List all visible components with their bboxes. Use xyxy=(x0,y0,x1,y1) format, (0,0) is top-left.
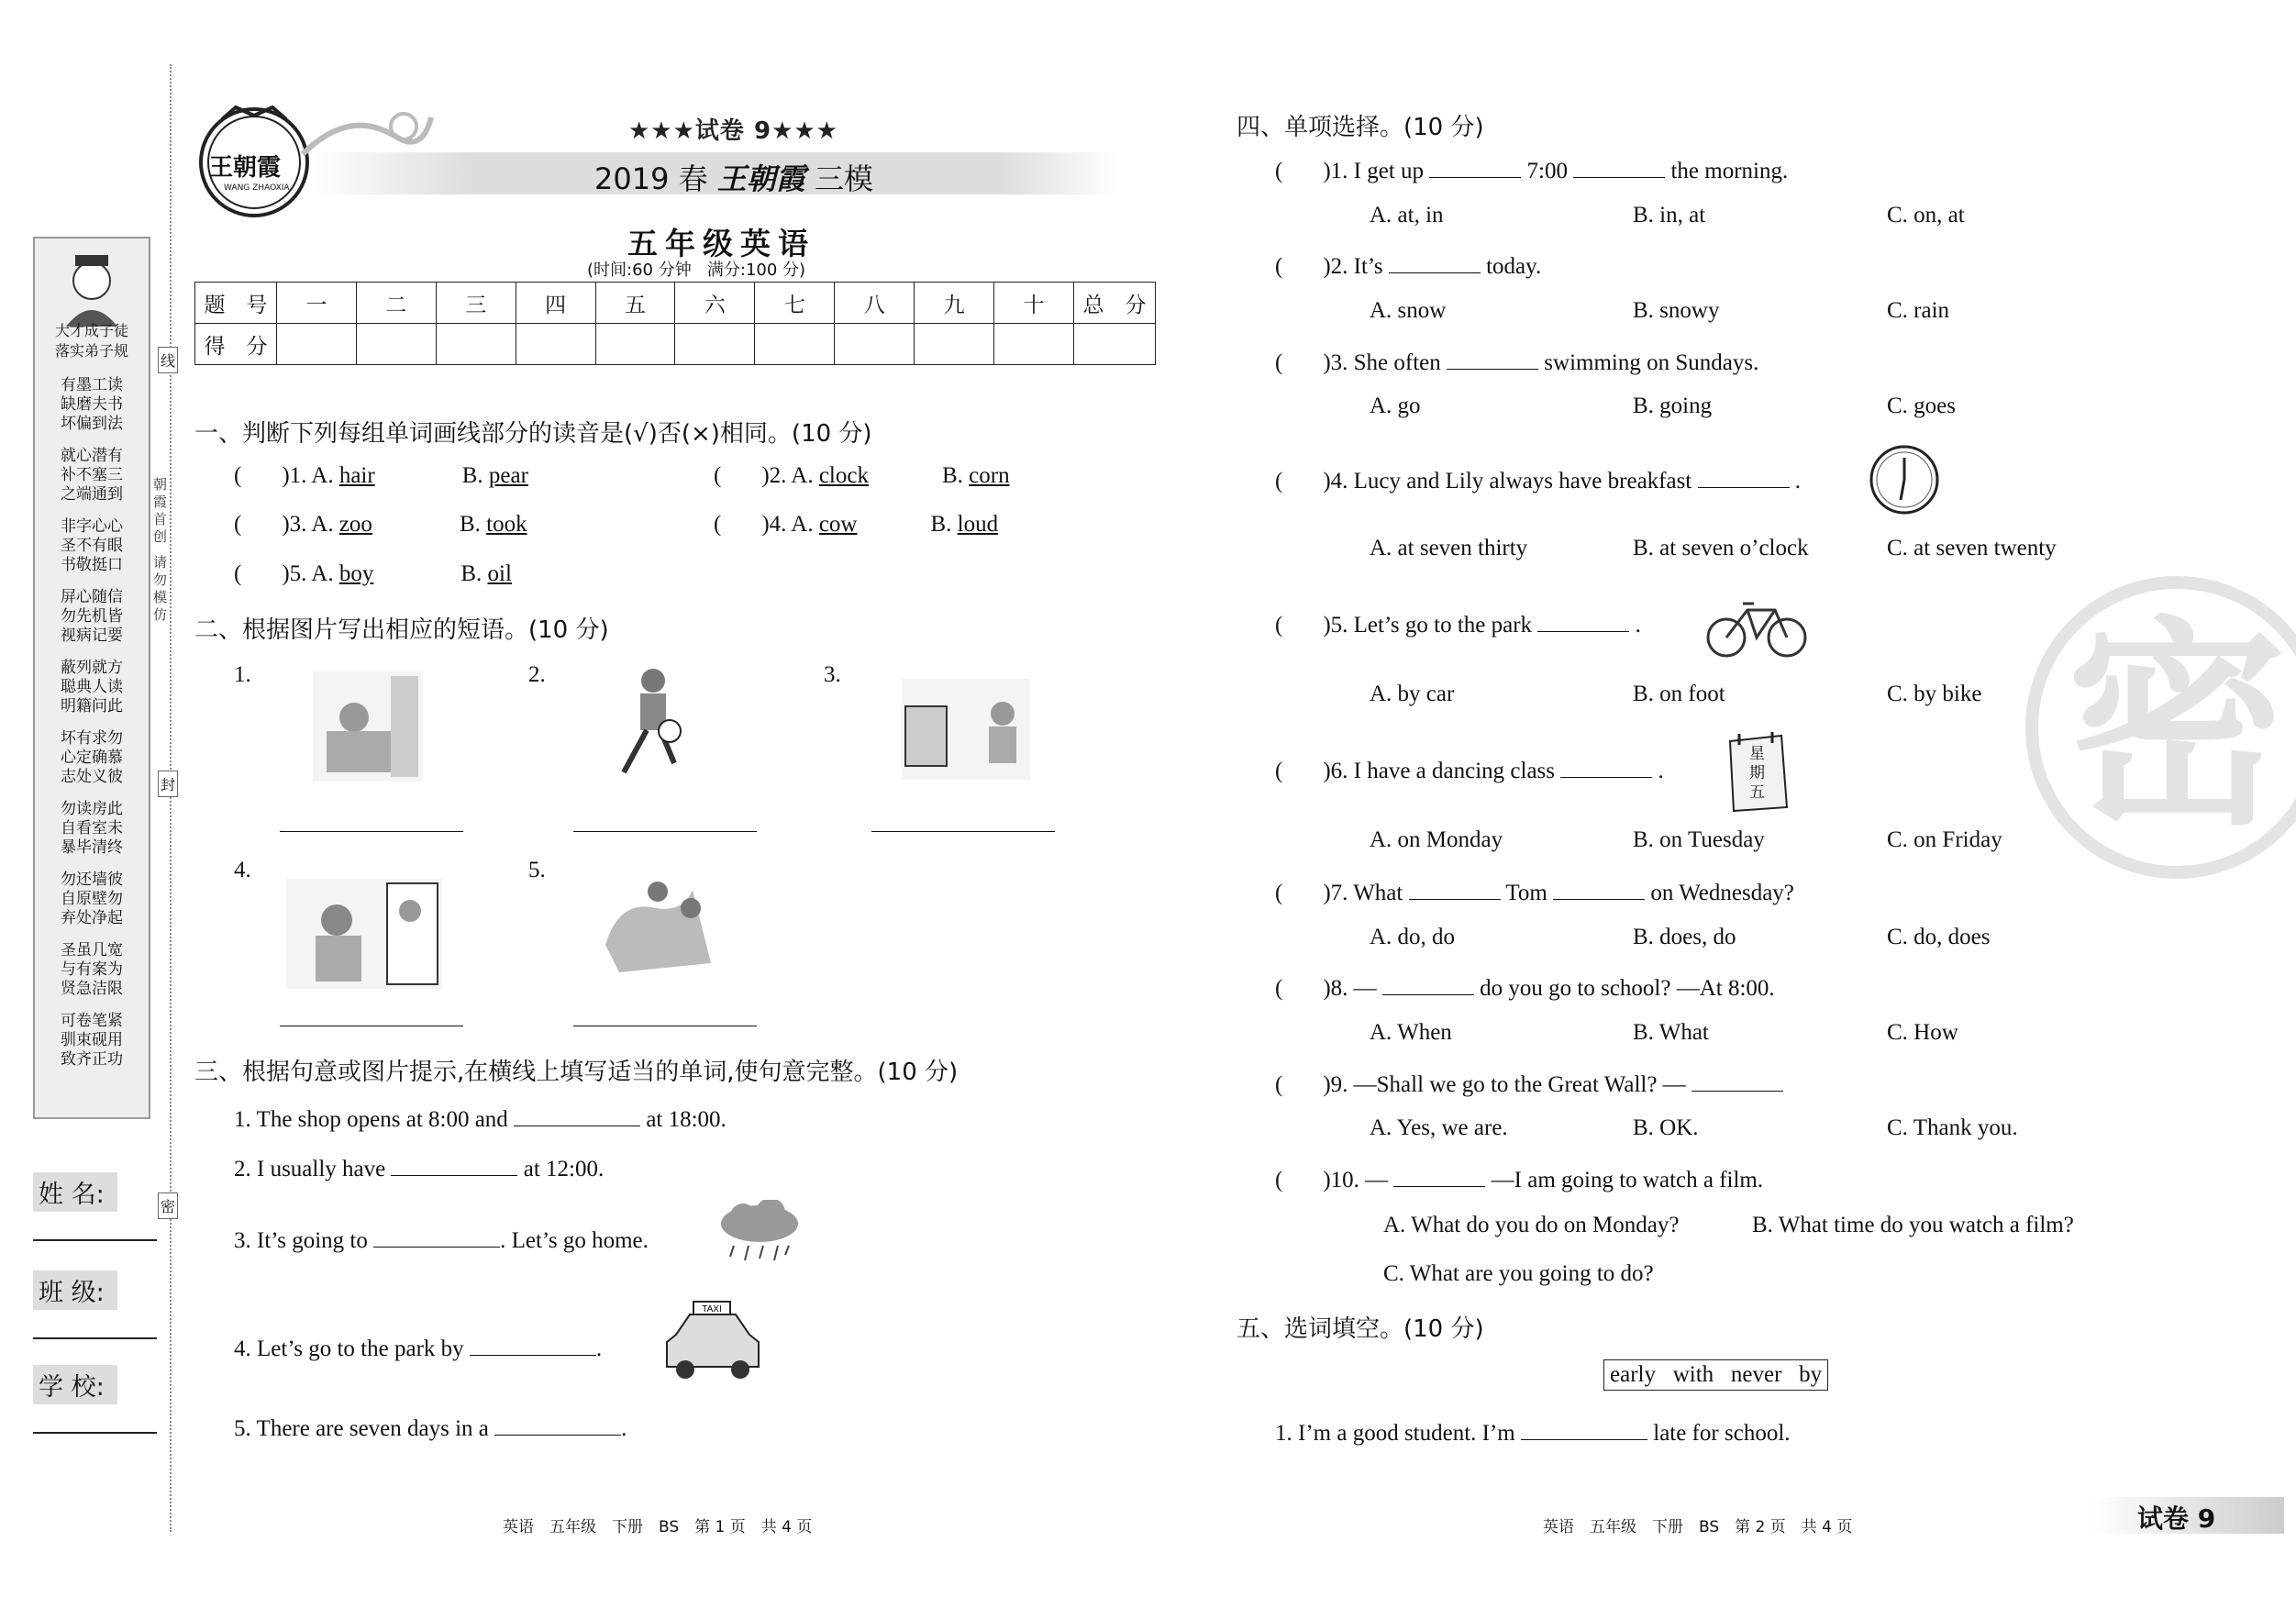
motto-block: 蔽列就方 聪典人读 明籍问此 xyxy=(61,659,123,715)
option-b-label: B. xyxy=(941,463,963,488)
part3-blank-3[interactable] xyxy=(373,1224,500,1248)
question-text-end: the morning. xyxy=(1670,159,1789,183)
margin-mark-feng: 封 xyxy=(158,771,178,797)
item-number: )5. A. xyxy=(282,561,334,586)
word-b: took xyxy=(486,512,527,537)
part3-item-1-text-a: 1. The shop opens at 8:00 and xyxy=(234,1107,508,1132)
question-text: )2. It’s xyxy=(1323,254,1383,279)
part3-blank-2[interactable] xyxy=(391,1152,517,1176)
question-blank[interactable] xyxy=(1537,608,1629,632)
part1-item xyxy=(234,463,528,489)
score-row-label: 得 分 xyxy=(195,324,277,365)
question-text-end: swimming on Sundays. xyxy=(1544,350,1759,375)
part1-item xyxy=(714,463,1010,489)
motto-list xyxy=(42,376,141,1082)
word-b: oil xyxy=(487,561,512,586)
question-blank[interactable] xyxy=(1560,754,1652,778)
score-header-cell: 四 xyxy=(516,283,595,324)
rain-cloud-icon xyxy=(715,1200,803,1269)
motto-block: 坏有求勿 心定确慕 志处义彼 xyxy=(61,729,123,786)
option-b[interactable]: B. does, do xyxy=(1633,925,1736,949)
answer-paren[interactable]: ( xyxy=(1275,613,1283,638)
taxi-icon xyxy=(662,1298,763,1385)
sidebar-motto-panel xyxy=(33,237,150,1119)
part2-num-2: 2. xyxy=(528,662,546,687)
motto-block: 勿还墙彼 自原壁勿 弃处净起 xyxy=(61,871,123,927)
motto-block: 就心潜有 补不塞三 之端通到 xyxy=(61,447,123,504)
score-input-cell[interactable] xyxy=(595,324,675,365)
grandma-cooking-illustration xyxy=(286,879,442,989)
option-b-label: B. xyxy=(930,512,952,537)
question-text-end: do you go to school? —At 8:00. xyxy=(1480,976,1775,1001)
question-text-end: today. xyxy=(1486,254,1542,279)
margin-mark-mi: 密 xyxy=(158,1192,178,1219)
boy-sleeping-illustration xyxy=(308,667,427,786)
part3-item-4 xyxy=(234,1332,602,1362)
option-b[interactable]: B. snowy xyxy=(1633,298,1720,323)
footer-left: 英语 五年级 下册 BS 第 1 页 共 4 页 xyxy=(503,1518,813,1536)
score-header-cell: 八 xyxy=(835,283,915,324)
answer-paren[interactable]: ( xyxy=(714,512,722,537)
question-text-end: on Wednesday? xyxy=(1650,881,1794,905)
option-b[interactable]: B. OK. xyxy=(1633,1115,1699,1140)
part3-item-5-text-a: 5. There are seven days in a xyxy=(234,1416,489,1441)
dotted-binding-line xyxy=(170,64,172,1532)
score-input-cell[interactable] xyxy=(994,324,1074,365)
option-b[interactable]: B. going xyxy=(1633,394,1713,418)
word-a: zoo xyxy=(338,512,372,537)
class-line[interactable] xyxy=(33,1337,157,1339)
option-a[interactable]: A. snow xyxy=(1370,298,1447,323)
option-b[interactable]: B. in, at xyxy=(1633,203,1706,227)
option-b[interactable]: B. at seven o’clock xyxy=(1633,536,1809,560)
part3-item-3 xyxy=(234,1224,649,1254)
logo-subtext: WANG ZHAOXIA xyxy=(224,183,290,193)
part3-blank-5[interactable] xyxy=(494,1412,621,1436)
clock-icon xyxy=(1868,443,1941,516)
student-class-field[interactable] xyxy=(33,1270,157,1339)
item-number: )2. A. xyxy=(761,463,814,488)
option-b-label: B. xyxy=(460,561,482,586)
score-input-cell[interactable] xyxy=(915,324,994,365)
scholar-figure-icon xyxy=(35,242,149,334)
word-a: hair xyxy=(338,463,375,488)
question-blank[interactable] xyxy=(1447,346,1538,370)
footer-right: 英语 五年级 下册 BS 第 2 页 共 4 页 xyxy=(1543,1518,1853,1536)
option-a[interactable]: A. at, in xyxy=(1370,203,1444,227)
part4-question xyxy=(1275,876,1794,906)
option-a[interactable]: A. do, do xyxy=(1370,925,1456,949)
option-c[interactable]: C. on Friday xyxy=(1887,827,2002,852)
option-c[interactable]: C. on, at xyxy=(1887,203,1965,227)
part1-item xyxy=(714,512,998,538)
score-input-cell[interactable] xyxy=(675,324,755,365)
logo-text: 王朝霞 xyxy=(209,154,282,182)
part3-item-5-text-b: . xyxy=(621,1416,627,1441)
banner-suffix: 三模 xyxy=(814,161,873,196)
answer-paren[interactable]: ( xyxy=(1275,759,1283,783)
name-line[interactable] xyxy=(33,1239,157,1241)
option-c[interactable]: C. Thank you. xyxy=(1887,1115,2018,1140)
question-blank-2[interactable] xyxy=(1573,154,1665,178)
score-table xyxy=(194,282,1156,365)
score-header-cell: 一 xyxy=(276,283,356,324)
word-a: clock xyxy=(818,463,869,488)
option-b-label: B. xyxy=(461,463,483,488)
part4-question xyxy=(1275,250,1541,280)
question-text: )8. — xyxy=(1323,976,1377,1001)
part4-question xyxy=(1275,971,1775,1002)
question-text: )10. — xyxy=(1323,1168,1389,1192)
part1-item xyxy=(234,512,527,538)
motto-block: 非字心心 圣不有眼 书敬挺口 xyxy=(61,517,123,574)
boy-playing-football-illustration xyxy=(596,662,706,791)
bicycle-icon xyxy=(1706,587,1807,660)
part2-answer-line-3[interactable] xyxy=(871,831,1055,832)
part4-question xyxy=(1275,1163,1763,1193)
option-b[interactable]: B. on foot xyxy=(1633,682,1725,706)
option-c[interactable]: C. How xyxy=(1887,1020,1958,1045)
watermark-seal xyxy=(2025,576,2296,879)
part2-num-4: 4. xyxy=(234,858,251,882)
answer-paren[interactable]: ( xyxy=(1275,469,1283,494)
question-text: )9. —Shall we go to the Great Wall? — xyxy=(1323,1072,1686,1097)
question-text-end: . xyxy=(1794,469,1802,494)
part3-item-3-text-a: 3. It’s going to xyxy=(234,1228,368,1253)
part1-item xyxy=(234,561,512,587)
part3-item-1 xyxy=(234,1103,727,1133)
option-c[interactable]: C. do, does xyxy=(1887,925,1991,949)
part3-item-3-text-b: . Let’s go home. xyxy=(500,1228,649,1253)
score-header-cell: 五 xyxy=(595,283,675,324)
motto-block: 屏心随信 勿先机皆 视病记要 xyxy=(61,588,123,645)
part2-num-3: 3. xyxy=(824,662,841,687)
school-label: 学 校: xyxy=(33,1365,117,1404)
question-blank[interactable] xyxy=(1393,1163,1485,1187)
class-label: 班 级: xyxy=(33,1270,117,1310)
part2-answer-line-2[interactable] xyxy=(573,831,757,832)
score-header-cell: 九 xyxy=(915,283,994,324)
score-header-cell: 六 xyxy=(675,283,755,324)
score-input-cell[interactable] xyxy=(516,324,595,365)
part5-blank-1[interactable] xyxy=(1521,1416,1647,1440)
item-number: )3. A. xyxy=(282,512,334,537)
part3-item-2-text-b: at 12:00. xyxy=(523,1157,605,1181)
score-header-row xyxy=(195,283,1156,324)
word-b: loud xyxy=(957,512,999,537)
score-header-cell: 二 xyxy=(356,283,436,324)
watermark-char: 密 xyxy=(2066,598,2287,855)
part5-item-1-text-a: 1. I’m a good student. I’m xyxy=(1275,1421,1515,1446)
question-text-end: . xyxy=(1635,613,1641,638)
score-header-label: 题 号 xyxy=(195,283,277,324)
question-text: )7. What xyxy=(1323,881,1403,905)
question-text-mid: Tom xyxy=(1505,881,1547,905)
motto-block: 可卷笔紧 驯束砚用 致齐正功 xyxy=(61,1012,123,1069)
part2-num-5: 5. xyxy=(528,858,546,882)
option-a[interactable]: A. go xyxy=(1370,394,1421,418)
score-value-row xyxy=(195,324,1156,365)
part4-question xyxy=(1275,464,1801,494)
answer-paren[interactable]: ( xyxy=(1275,976,1283,1001)
kids-riding-horse-illustration xyxy=(601,871,720,981)
score-input-cell[interactable] xyxy=(835,324,915,365)
option-b[interactable]: B. What time do you watch a film? xyxy=(1752,1213,2074,1237)
footer-exam-tag: 试卷 9 xyxy=(2137,1503,2216,1534)
answer-paren[interactable]: ( xyxy=(1275,350,1283,375)
banner-title xyxy=(594,156,873,198)
banner-brand: 王朝霞 xyxy=(716,161,805,196)
option-a[interactable]: A. What do you do on Monday? xyxy=(1383,1213,1680,1237)
part3-blank-4[interactable] xyxy=(470,1332,596,1356)
motto-block: 勿读房此 自看室未 暴毕清终 xyxy=(61,800,123,857)
part3-blank-1[interactable] xyxy=(514,1103,640,1126)
answer-paren[interactable]: ( xyxy=(234,561,242,586)
answer-paren[interactable]: ( xyxy=(234,463,242,488)
option-b[interactable]: B. on Tuesday xyxy=(1633,827,1765,852)
part3-title: 三、根据句意或图片提示,在横线上填写适当的单词,使句意完整。(10 分) xyxy=(194,1059,959,1086)
student-name-field[interactable] xyxy=(33,1172,157,1241)
part4-question xyxy=(1275,754,1664,784)
score-header-cell: 总 分 xyxy=(1074,283,1156,324)
question-blank[interactable] xyxy=(1382,971,1474,995)
part4-question xyxy=(1275,154,1788,184)
question-text: )1. I get up xyxy=(1323,159,1425,183)
part5-title: 五、选词填空。(10 分) xyxy=(1237,1315,1484,1343)
answer-paren[interactable]: ( xyxy=(1275,254,1283,279)
part3-item-2 xyxy=(234,1152,604,1182)
calendar-text: 星 期 五 xyxy=(1749,745,1765,802)
part1-title: 一、判断下列每组单词画线部分的读音是(√)否(×)相同。(10 分) xyxy=(194,420,872,448)
question-blank[interactable] xyxy=(1389,250,1481,273)
motto-block: 圣虽几宽 与有案为 贤急洁限 xyxy=(61,941,123,998)
motto-block: 有墨工读 缺磨夫书 坏偏到法 xyxy=(61,376,123,433)
part5-item-1-text-b: late for school. xyxy=(1653,1421,1791,1446)
part3-item-2-text-a: 2. I usually have xyxy=(234,1157,386,1181)
question-blank[interactable] xyxy=(1698,464,1790,488)
name-label: 姓 名: xyxy=(33,1172,117,1212)
question-text: )3. She often xyxy=(1323,350,1441,375)
student-school-field[interactable] xyxy=(33,1365,157,1434)
answer-paren[interactable]: ( xyxy=(234,512,242,537)
answer-paren[interactable]: ( xyxy=(714,463,722,488)
answer-paren[interactable]: ( xyxy=(1275,159,1283,183)
option-c[interactable]: C. at seven twenty xyxy=(1887,536,2057,560)
answer-paren[interactable]: ( xyxy=(1275,1168,1283,1192)
exam-subtitle: (时间:60 分钟 满分:100 分) xyxy=(587,261,806,280)
question-text-end: —I am going to watch a film. xyxy=(1491,1168,1764,1192)
question-text: )6. I have a dancing class xyxy=(1323,759,1556,783)
answer-paren[interactable]: ( xyxy=(1275,1072,1283,1097)
part2-answer-line-1[interactable] xyxy=(280,831,463,832)
score-header-cell: 七 xyxy=(755,283,835,324)
question-blank[interactable] xyxy=(1409,876,1501,900)
question-text: )4. Lucy and Lily always have breakfast xyxy=(1323,469,1692,494)
option-b-label: B. xyxy=(459,512,481,537)
question-blank[interactable] xyxy=(1691,1068,1783,1092)
option-c[interactable]: C. by bike xyxy=(1887,682,1982,706)
question-text-end: . xyxy=(1658,759,1664,783)
question-text-mid: 7:00 xyxy=(1526,159,1568,183)
score-input-cell[interactable] xyxy=(436,324,516,365)
part4-title: 四、单项选择。(10 分) xyxy=(1237,114,1484,141)
margin-mark-xian: 线 xyxy=(158,347,178,373)
part3-item-4-text-b: . xyxy=(595,1336,603,1361)
item-number: )4. A. xyxy=(761,512,814,537)
question-blank[interactable] xyxy=(1429,154,1521,178)
part3-item-4-text-a: 4. Let’s go to the park by xyxy=(234,1336,464,1361)
option-a[interactable]: A. When xyxy=(1370,1020,1452,1045)
option-b[interactable]: B. What xyxy=(1633,1020,1709,1045)
score-header-cell: 十 xyxy=(994,283,1074,324)
part2-num-1: 1. xyxy=(234,662,251,687)
motto-top: 大才成子徒 落实弟子规 xyxy=(54,322,128,360)
taxi-sign-text: TAXI xyxy=(702,1304,722,1314)
part4-question xyxy=(1275,608,1641,638)
exam-number-tag: ★★★试卷 9★★★ xyxy=(628,117,838,145)
option-a[interactable]: A. at seven thirty xyxy=(1370,536,1528,560)
school-line[interactable] xyxy=(33,1432,157,1434)
part5-item-1 xyxy=(1275,1416,1791,1447)
exam-title: 五年级英语 xyxy=(627,226,815,261)
vertical-note: 朝霞首创 请勿模仿 xyxy=(151,477,168,625)
option-c[interactable]: C. goes xyxy=(1887,394,1956,418)
question-blank-2[interactable] xyxy=(1553,876,1645,900)
part4-question xyxy=(1275,1068,1783,1098)
score-header-cell: 三 xyxy=(436,283,516,324)
word-a: boy xyxy=(338,561,374,586)
part3-item-5 xyxy=(234,1412,627,1442)
girl-watching-tv-illustration xyxy=(902,679,1030,780)
part3-item-1-text-b: at 18:00. xyxy=(646,1107,727,1132)
part2-title: 二、根据图片写出相应的短语。(10 分) xyxy=(194,616,609,644)
option-a[interactable]: A. on Monday xyxy=(1370,827,1503,852)
item-number: )1. A. xyxy=(282,463,334,488)
option-a[interactable]: A. Yes, we are. xyxy=(1370,1115,1508,1140)
score-input-cell[interactable] xyxy=(356,324,436,365)
score-input-cell[interactable] xyxy=(276,324,356,365)
score-input-cell[interactable] xyxy=(1074,324,1156,365)
banner-prefix: 2019 春 xyxy=(594,161,708,196)
word-box: early with never by xyxy=(1603,1359,1828,1391)
word-a: cow xyxy=(818,512,858,537)
score-input-cell[interactable] xyxy=(755,324,835,365)
question-text: )5. Let’s go to the park xyxy=(1323,613,1533,638)
part4-question xyxy=(1275,346,1758,376)
option-a[interactable]: A. by car xyxy=(1370,682,1455,706)
option-c[interactable]: C. rain xyxy=(1887,298,1950,323)
word-b: pear xyxy=(488,463,528,488)
answer-paren[interactable]: ( xyxy=(1275,881,1283,905)
word-b: corn xyxy=(969,463,1010,488)
option-c[interactable]: C. What are you going to do? xyxy=(1383,1261,1654,1286)
